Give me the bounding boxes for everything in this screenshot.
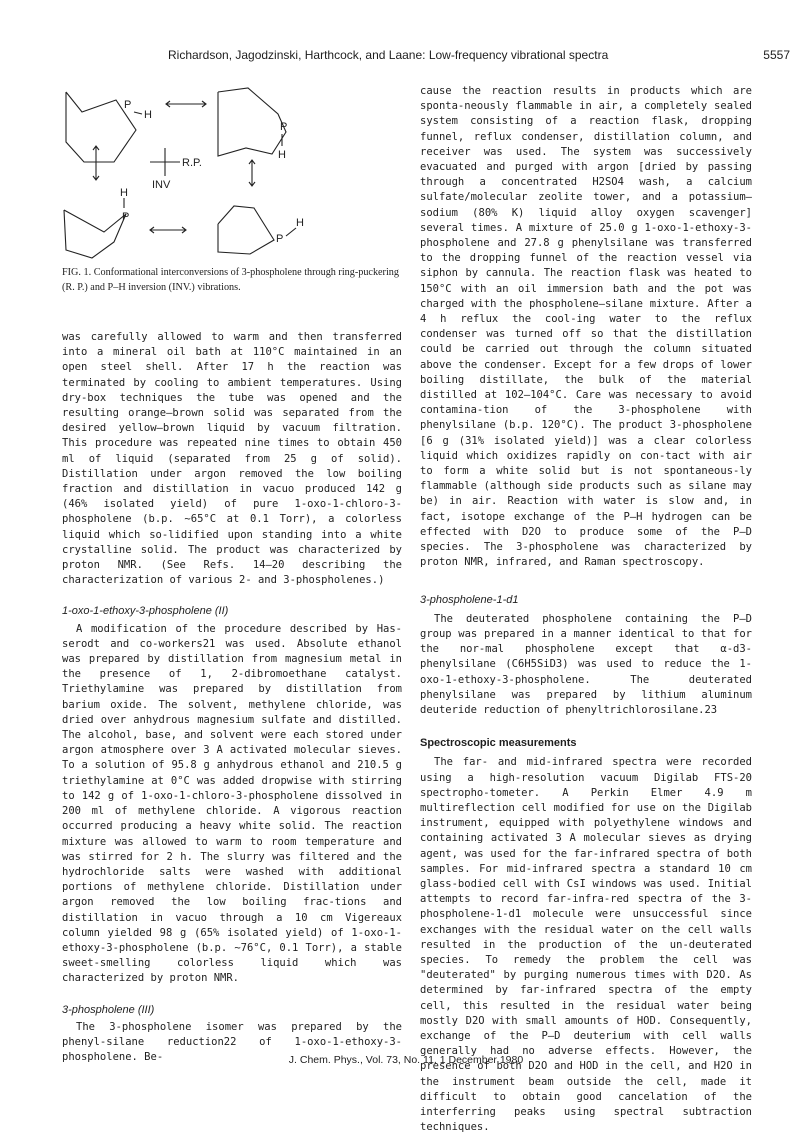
arrow-top (166, 101, 206, 107)
running-header (38, 48, 790, 66)
ring-bottom-left (64, 187, 129, 258)
svg-text:H: H (120, 187, 128, 199)
paragraph: A modification of the procedure described by Has-serodt and co-workers21 was used. Absolute ethanol was prepared by distillation from magnesium metal in the presence of 1, 2-dibromoethane catalyst. Triethylamine was prepared by distillation from barium oxide. The solvent, methylene chloride, was dried over anhydrous magnesium sulfate and distilled. The alcohol, base, and solvent were each stored under argon atmosphere over 3 A activated molecular sieves. To a solution of 95.8 g anhydrous ethanol and 210.5 g triethylamine at 0°C was added dropwise with stirring to 142 g of 1-oxo-1-chloro-3-phospholene dissolved in 200 ml of methylene chloride. A vigorous reaction occurred producing a heavy white solid. The reaction mixture was allowed to warm to room temperature and was stirred for 2 h. The slurry was filtered and the hydrochloride salts were washed with additional portions of methylene chloride. Distillation under argon removed the low boiling frac-tions and distillation in vacuo through a 10 cm Vigereaux column yielded 98 g (65% isolated yield) of 1-oxo-1-ethoxy-3-phospholene (b.p. ~76°C, 0.1 Torr), a stable sweet-smelling colorless liquid which was characterized by proton NMR. (62, 622, 402, 985)
arrow-right-vertical (249, 160, 255, 186)
arrow-bottom (150, 227, 186, 233)
paragraph: was carefully allowed to warm and then transferred into a mineral oil bath at 110°C maintained in an open steel shell. After 17 h the reaction was terminated by cooling to ambient temperatures. Using dry-box techniques the tube was opened and the resulting orange–brown solid was separated from the desired yellow–brown liquid by vacuum filtration. This procedure was repeated nine times to obtain 450 ml of liquid (separated from 25 g of solid). Distillation under argon removed the low boiling fraction and distillation in vacuo produced 142 g (46% isolated yield) of pure 1-oxo-1-chloro-3-phospholene (b.p. ~65°C at 0.1 Torr), a colorless liquid which so-lidified upon standing into a white crystalline solid. The product was characterized by proton NMR. (See Refs. 14–20 describing the characterization of various 2- and 3-phospholenes.) (62, 331, 402, 587)
inv-label: INV (152, 179, 171, 191)
running-title: Richardson, Jagodzinski, Harthcock, and Laane: Low-frequency vibrational spectra (168, 48, 609, 62)
ring-top-right (218, 88, 287, 161)
left-column (62, 330, 402, 1065)
svg-text:P: P (280, 121, 288, 133)
arrow-left-vertical (93, 146, 99, 180)
ring-top-left (66, 92, 152, 162)
ring-bottom-right (218, 206, 304, 254)
p-label: P (124, 99, 132, 111)
section-heading: 3-phospholene (III) (62, 1003, 155, 1016)
right-column (420, 84, 752, 1135)
figure-1 (58, 82, 398, 260)
paragraph: cause the reaction results in products which are sponta-neously flammable in air, a completely sealed system consisting of a reaction flask, dropping funnel, reflux condenser, distillation column, and receiver was used. The system was successively evacuated and purged with argon [dried by passing through a concentrated H2SO4 wash, a calcium sulfate/molecular zeolite tower, and a potassium–sodium (80% K) liquid alloy oxygen scavenger] several times. A mixture of 25.0 g 1-oxo-1-ethoxy-3-phospholene and 27.8 g phenylsilane was transferred to the dropping funnel of the reaction vessel via siphon by cannula. The reaction flask was heated to 150°C with an oil immersion bath and the pot was charged with the phospholene–silane mixture. After a 4 h reflux the cool-ing water to the reflux condenser was turned off so that the distillation could be carried out through the column situated above the condenser. Except for a few drops of lower boiling distillate, the bulk of the material distilled at 102–104°C. Care was necessary to avoid contamina-tion of the 3-phospholene with phenylsilane (b.p. 120°C). The product 3-phospholene [6 g (31% isolated yield)] was a clear colorless liquid which oxidizes rapidly on con-tact with air to form a white solid but is not spontaneous-ly flammable (although side products such as silane may be) in air. Reaction with water is slow and, in fact, isotope exchange of the P–H hydrogen can be effected with D2O to produce some of the P–D species. The 3-phospholene was characterized by proton NMR, infrared, and Raman spectroscopy. (420, 85, 752, 569)
paragraph: The deuterated phospholene containing the P–D group was prepared in a manner identical to that for the nor-mal phospholene except that α-d3-phenylsilane (C6H5SiD3) was used to reduce the 1-oxo-1-ethoxy-3-phospholene. The deuterated phenylsilane was prepared by lithium aluminum deuteride reduction of phenyltrichlorosilane.23 (420, 612, 752, 716)
conformation-diagram (58, 82, 398, 260)
svg-text:H: H (278, 149, 286, 161)
svg-text:H: H (296, 217, 304, 229)
rp-inv-cross (150, 148, 202, 191)
section-heading: 1-oxo-1-ethoxy-3-phospholene (II) (62, 605, 229, 618)
paragraph: The far- and mid-infrared spectra were recorded using a high-resolution vacuum Digilab FTS-20 spectropho-tometer. A Perkin Elmer 4.9 m multireflection cell modified for use on the Digilab instrument, equipped with polyethylene windows and containing activated 3 A molecular sieves as drying agent, was used for the far-infrared spectra of both samples. For mid-infrared spectra a standard 10 cm glass-bodied cell with CsI windows was used. Initial attempts to record far-infra-red spectra of the 3-phospholene-1-d1 molecule were unsuccessful since exchanges with the residual water on the cell walls resulted in the production of the un-deuterated species. To remedy the problem the cell was "deuterated" by purging numerous times with D2O. As determined by far-infrared spectra of the empty cell, this resulted in the residual water being mostly D2O with small amounts of HOD. Consequently, exchange of the P–D deuterium with cell walls generally had no adverse effects. However, the presence of both D2O and HOD in the cell, and H2O in the instrument beam outside the cell, made it difficult to obtain good cancelation of the interferring peaks using spectral subtraction techniques. (420, 756, 752, 1134)
section-heading: 3-phospholene-1-d1 (420, 593, 519, 606)
svg-text:P: P (122, 211, 130, 223)
h-label: H (144, 109, 152, 121)
section-heading: Spectroscopic measurements (420, 737, 577, 750)
page-number: 5557 (763, 48, 790, 62)
svg-text:P: P (276, 233, 284, 245)
paragraph: The 3-phospholene isomer was prepared by the phenyl-silane reduction22 of 1-oxo-1-ethoxy-3-phospholene. Be- (62, 1020, 402, 1064)
rp-label: R.P. (182, 157, 202, 169)
journal-footer: J. Chem. Phys., Vol. 73, No. 11, 1 December 1980 (288, 1054, 524, 1066)
figure-caption: FIG. 1. Conformational interconversions of 3-phospholene through ring-puckering (R. P.) and P–H inversion (INV.) vibrations. (62, 267, 399, 293)
